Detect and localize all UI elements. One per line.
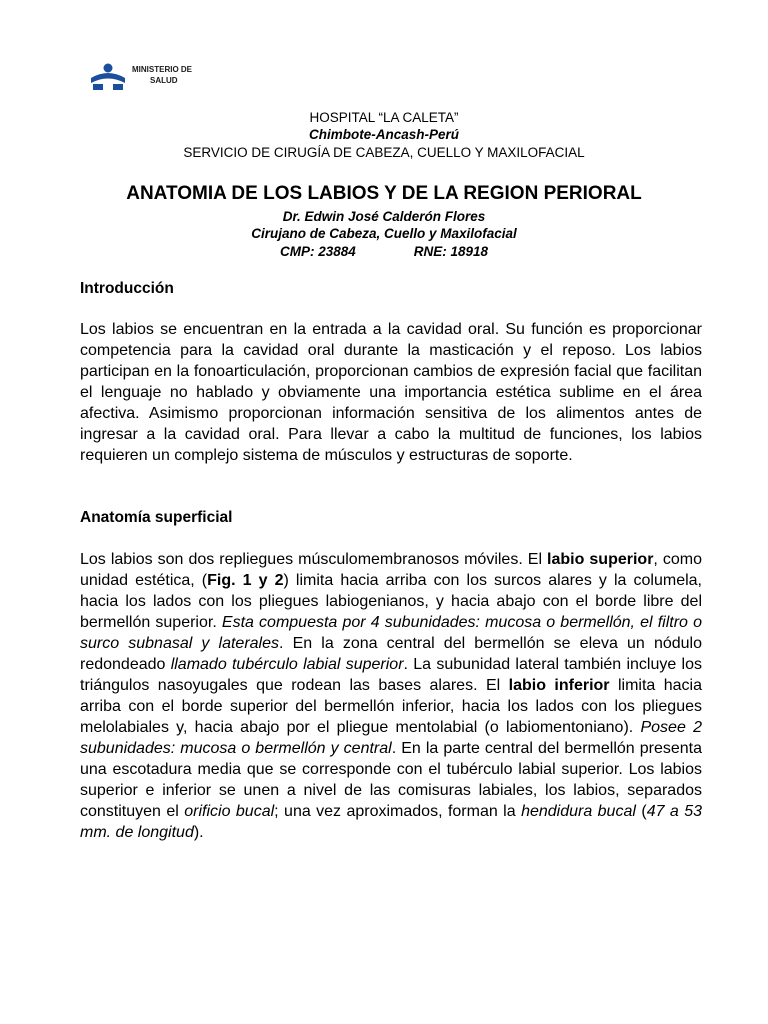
anat-text-19: ). [193, 824, 204, 841]
anat-subunits-inferior: Posee 2 subunidades: mucosa o bermellón y central [80, 719, 702, 757]
anat-text-3: , como unidad estética, ( [80, 551, 703, 589]
anat-text-11: limita hacia arriba con el borde superior del bermellón inferior, hacia los lados con los pliegues melolabiales y, hacia abajo por el pliegue mentolabial (o labiomentoniano). [80, 677, 702, 736]
intro-heading: Introducción [80, 280, 174, 297]
anat-term-labio-superior: labio superior [547, 551, 654, 568]
author-ids [0, 243, 768, 260]
author-rne: RNE: 18918 [413, 244, 489, 259]
anat-tuberculo: llamado tubérculo labial superior [170, 656, 404, 673]
intro-paragraph: Los labios se encuentran en la entrada a la cavidad oral. Su función es proporcionar competencia para la cavidad oral durante la masticación y el reposo. Los labios participan en la fonoarticulación, proporcionan cambios de expresión facial que facilitan el lenguaje no hablado y obviamente una importancia estética sublime en el área afectiva. Asimismo proporcionan información sensitiva de los alimentos antes de ingresar a la cavidad oral. Para llevar a cabo la multitud de funciones, los labios requieren un complejo sistema de músculos y estructuras de soporte. [80, 321, 702, 464]
anat-orificio-bucal: orificio bucal [184, 803, 275, 820]
anat-figure-ref: Fig. 1 y 2 [207, 572, 284, 589]
anat-text-17: ( [635, 803, 647, 820]
document-title: ANATOMIA DE LOS LABIOS Y DE LA REGION PERIORAL [126, 183, 642, 204]
author-role: Cirujano de Cabeza, Cuello y Maxilofacial [251, 226, 517, 241]
anat-text-1: Los labios son dos repliegues músculomembranosos móviles. El [80, 551, 548, 568]
anat-hendidura-bucal: hendidura bucal [521, 803, 636, 820]
anat-text-9: . La subunidad lateral también incluye los triángulos nasoyugales que rodean las bases alares. El [80, 656, 703, 694]
ministry-logo-text [132, 64, 192, 86]
hospital-location: Chimbote-Ancash-Perú [308, 127, 460, 142]
service-name: SERVICIO DE CIRUGÍA DE CABEZA, CUELLO Y MAXILOFACIAL [183, 145, 585, 160]
anat-longitud: 47 a 53 mm. de longitud [80, 803, 703, 841]
anat-text-15: ; una vez aproximados, forman la [274, 803, 522, 820]
hospital-name: HOSPITAL “LA CALETA” [309, 110, 459, 125]
anat-text-13: . En la parte central del bermellón presenta una escotadura media que se corresponde con el tubérculo labial superior. Los labios superior e inferior se unen a nivel de las comisuras labiales, los labios, separados constituyen el [80, 740, 703, 820]
ministry-logo [88, 60, 228, 96]
ministry-emblem-icon [88, 62, 128, 92]
logo-line-2: SALUD [150, 76, 178, 85]
author-cmp: CMP: 23884 [279, 244, 356, 259]
anatomy-heading: Anatomía superficial [80, 509, 233, 526]
anatomy-paragraph [80, 549, 702, 843]
logo-line-1: MINISTERIO DE [132, 65, 193, 74]
author-name: Dr. Edwin José Calderón Flores [282, 209, 486, 224]
anat-term-labio-inferior: labio inferior [508, 677, 610, 694]
anat-text-7: . En la zona central del bermellón se eleva un nódulo redondeado [80, 635, 703, 673]
anat-text-5: ) limita hacia arriba con los surcos alares y la columela, hacia los lados con los pliegues labiogenianos, y hacia abajo con el borde libre del bermellón superior. [80, 572, 703, 631]
anat-subunits-superior: Esta compuesta por 4 subunidades: mucosa o bermellón, el filtro o surco subnasal y laterales [80, 614, 702, 652]
